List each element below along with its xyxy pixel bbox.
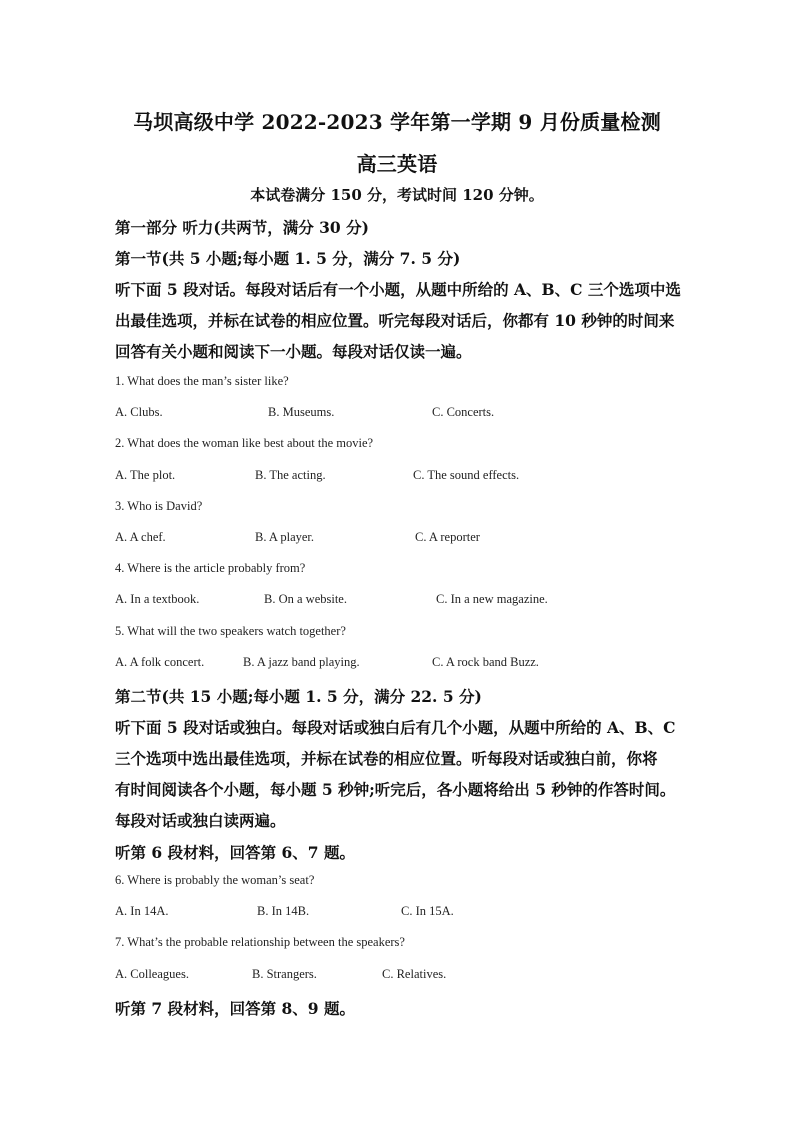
- question-5-option-a: A. A folk concert.: [115, 655, 205, 669]
- question-6-option-b: B. In 14B.: [257, 904, 310, 918]
- question-7-option-b: B. Strangers.: [252, 967, 317, 981]
- question-1: 1. What does the man’s sister like?: [115, 374, 289, 388]
- question-7: 7. What’s the probable relationship between the speakers?: [115, 935, 405, 949]
- question-2-option-c: C. The sound effects.: [413, 468, 520, 482]
- question-3: 3. Who is David?: [115, 499, 203, 513]
- question-6-option-c: C. In 15A.: [401, 904, 454, 918]
- section1-instruction-line: 听下面 5 段对话。每段对话后有一个小题，从题中所给的 A、B、C 三个选项中选: [115, 280, 681, 299]
- question-3-option-b: B. A player.: [255, 530, 315, 544]
- question-5: 5. What will the two speakers watch together?: [115, 624, 346, 638]
- question-7-option-c: C. Relatives.: [382, 967, 447, 981]
- section2-instruction-line: 有时间阅读各个小题，每小题 5 秒钟;听完后，各小题将给出 5 秒钟的作答时间。: [115, 780, 676, 799]
- question-1-option-c: C. Concerts.: [432, 405, 495, 419]
- question-4-option-a: A. In a textbook.: [115, 592, 200, 606]
- question-4: 4. Where is the article probably from?: [115, 561, 306, 575]
- section1-instruction-line: 出最佳选项，并标在试卷的相应位置。听完每段对话后，你都有 10 秒钟的时间来: [115, 311, 675, 330]
- section1-instruction-line: 回答有关小题和阅读下一小题。每段对话仅读一遍。: [115, 342, 472, 361]
- question-6: 6. Where is probably the woman’s seat?: [115, 873, 315, 887]
- section2-instruction-line: 听下面 5 段对话或独白。每段对话或独白后有几个小题，从题中所给的 A、B、C: [115, 718, 676, 737]
- question-3-option-c: C. A reporter: [415, 530, 480, 544]
- question-1-option-b: B. Museums.: [268, 405, 335, 419]
- section2-heading: 第二节(共 15 小题;每小题 1. 5 分，满分 22. 5 分): [115, 687, 482, 706]
- material-6-heading: 听第 6 段材料，回答第 6、7 题。: [115, 843, 355, 862]
- section2-instruction-line: 每段对话或独白读两遍。: [115, 811, 286, 830]
- question-6-option-a: A. In 14A.: [115, 904, 169, 918]
- question-2: 2. What does the woman like best about the movie?: [115, 436, 374, 450]
- exam-subtitle: 高三英语: [356, 152, 438, 176]
- section1-heading: 第一节(共 5 小题;每小题 1. 5 分，满分 7. 5 分): [115, 249, 461, 268]
- question-7-option-a: A. Colleagues.: [115, 967, 189, 981]
- question-5-option-c: C. A rock band Buzz.: [432, 655, 539, 669]
- exam-note: 本试卷满分 150 分，考试时间 120 分钟。: [250, 186, 544, 204]
- exam-title: 马坝高级中学 2022-2023 学年第一学期 9 月份质量检测: [133, 110, 661, 134]
- question-1-option-a: A. Clubs.: [115, 405, 163, 419]
- section2-instruction-line: 三个选项中选出最佳选项，并标在试卷的相应位置。听每段对话或独白前，你将: [115, 749, 658, 768]
- material-7-heading: 听第 7 段材料，回答第 8、9 题。: [115, 999, 355, 1018]
- question-4-option-c: C. In a new magazine.: [436, 592, 548, 606]
- question-4-option-b: B. On a website.: [264, 592, 347, 606]
- question-2-option-a: A. The plot.: [115, 468, 176, 482]
- question-3-option-a: A. A chef.: [115, 530, 166, 544]
- question-5-option-b: B. A jazz band playing.: [243, 655, 360, 669]
- part1-heading: 第一部分 听力(共两节，满分 30 分): [115, 218, 369, 237]
- question-2-option-b: B. The acting.: [255, 468, 326, 482]
